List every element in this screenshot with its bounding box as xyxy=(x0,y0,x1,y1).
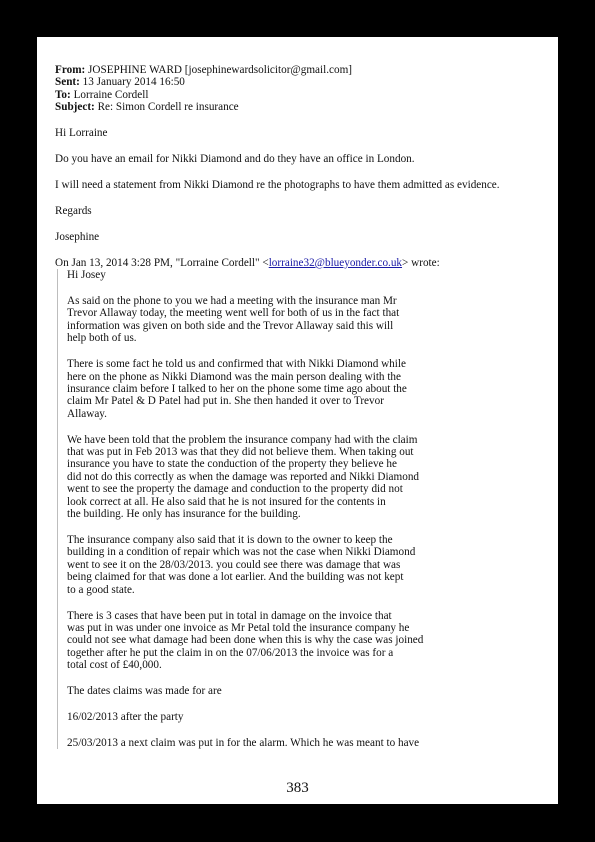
quoted-line: could not see what damage had been done when this is why the case was joined xyxy=(67,634,424,647)
email-header xyxy=(55,64,545,114)
subject-label: Subject: xyxy=(55,101,95,114)
quoted-line: There is some fact he told us and confirmed that with Nikki Diamond while xyxy=(67,358,406,371)
quoted-line: help both of us. xyxy=(67,332,137,345)
quoted-paragraph xyxy=(67,295,545,345)
quoted-line: We have been told that the problem the insurance company had with the claim xyxy=(67,433,418,446)
quote-intro xyxy=(55,257,545,269)
sent-value: 13 January 2014 16:50 xyxy=(79,76,185,89)
from-label: From: xyxy=(55,64,86,76)
quoted-line: The insurance company also said that it is down to the owner to keep the xyxy=(67,533,393,546)
body-paragraph: Do you have an email for Nikki Diamond and do they have an office in London. xyxy=(55,153,415,166)
quoted-paragraph xyxy=(67,434,545,521)
to-value: Lorraine Cordell xyxy=(70,88,149,101)
body-signoff: Regards xyxy=(55,204,92,217)
sent-line xyxy=(55,76,545,88)
quoted-line: claim Mr Patel & D Patel had put in. She then handed it over to Trevor xyxy=(67,395,384,408)
quoted-line: together after he put the claim in on the 07/06/2013 the invoice was for a xyxy=(67,646,394,659)
quoted-line: look correct at all. He also said that he is not insured for the contents in xyxy=(67,495,386,508)
quoted-line: building in a condition of repair which was not the case when Nikki Diamond xyxy=(67,546,416,559)
quoted-line: insurance you have to state the conduction of the property they believe he xyxy=(67,458,397,471)
quoted-line: information was given on both side and the Trevor Allaway said this will xyxy=(67,319,394,332)
body-greeting: Hi Lorraine xyxy=(55,127,108,140)
quoted-greeting: Hi Josey xyxy=(67,269,106,282)
quoted-line: the building. He only has insurance for the building. xyxy=(67,508,301,521)
subject-line xyxy=(55,101,545,113)
quoted-line: did not do this correctly as when the damage was reported and Nikki Diamond xyxy=(67,470,420,483)
quoted-line: to a good state. xyxy=(67,583,135,596)
quoted-line: was put in was under one invoice as Mr Petal told the insurance company he xyxy=(67,621,410,634)
quoted-line: insurance claim before I talked to her on the phone some time ago about the xyxy=(67,382,407,395)
body-paragraph: I will need a statement from Nikki Diamond re the photographs to have them admitted as evidence. xyxy=(55,178,500,191)
body-signature: Josephine xyxy=(55,230,100,243)
sent-label: Sent: xyxy=(55,76,80,89)
quoted-line: went to see it on the 28/03/2013. you could see there was damage that was xyxy=(67,558,401,571)
email-content xyxy=(55,64,545,749)
quoted-line: Allaway. xyxy=(67,407,107,420)
page-number: 383 xyxy=(286,780,309,796)
quoted-line: Trevor Allaway today, the meeting went well for both of us in the fact that xyxy=(67,307,400,320)
quoted-line: There is 3 cases that have been put in total in damage on the invoice that xyxy=(67,609,392,622)
quoted-paragraph xyxy=(67,610,545,672)
quoted-paragraph xyxy=(67,685,545,697)
to-label: To: xyxy=(55,88,71,101)
quoted-paragraph xyxy=(67,358,545,420)
subject-value: Re: Simon Cordell re insurance xyxy=(94,101,239,114)
quoted-line: went to see the property the damage and conduction to the property did not xyxy=(67,483,403,496)
quoted-line: The dates claims was made for are xyxy=(67,685,222,698)
quoted-paragraph xyxy=(67,534,545,596)
quoted-message xyxy=(57,269,545,749)
quoted-line: 25/03/2013 a next claim was put in for the alarm. Which he was meant to have xyxy=(67,736,420,749)
quote-intro-prefix: On Jan 13, 2014 3:28 PM, "Lorraine Cordell" < xyxy=(55,256,269,269)
quoted-line: 16/02/2013 after the party xyxy=(67,710,184,723)
quoted-line: As said on the phone to you we had a meeting with the insurance man Mr xyxy=(67,294,397,307)
from-line xyxy=(55,64,545,76)
to-line xyxy=(55,89,545,101)
quoted-paragraph xyxy=(67,737,545,749)
quote-intro-suffix: > wrote: xyxy=(402,256,440,269)
quoted-line: here on the phone as Nikki Diamond was the main person dealing with the xyxy=(67,370,401,383)
quoted-line: total cost of £40,000. xyxy=(67,659,162,672)
document-page xyxy=(37,37,558,804)
sender-email-link[interactable]: lorraine32@blueyonder.co.uk xyxy=(268,256,403,269)
quoted-line: that was put in Feb 2013 was that they did not believe them. When taking out xyxy=(67,446,414,459)
quoted-paragraph xyxy=(67,711,545,723)
from-value: JOSEPHINE WARD [josephinewardsolicitor@gmail.com] xyxy=(85,64,353,76)
quoted-line: being claimed for that was done a lot earlier. And the building was not kept xyxy=(67,571,404,584)
